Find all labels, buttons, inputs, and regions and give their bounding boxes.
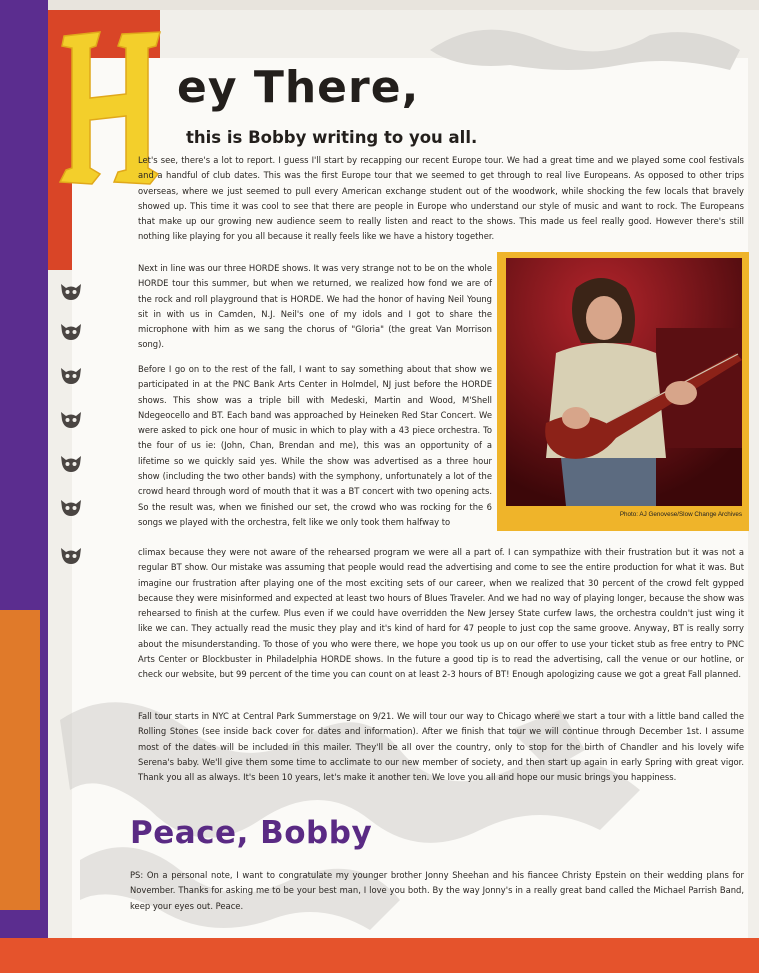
mascot-face-icon	[58, 408, 84, 430]
band-photo	[506, 258, 742, 506]
bassist-photo-icon	[506, 258, 742, 506]
signoff: Peace, Bobby	[130, 815, 373, 851]
letter-paragraph-pnc-continued: climax because they were not aware of the rehearsed program we were all a part of. I can sympathize with their frustration but it was not a regular BT show. Our mistake was assuming that people would read the advertising and come to see the entire production for what it was. But imagine our frustration after playing one of the most exciting sets of our career, when we realized that 30 percent of the crowd felt gypped because they were misinformed and expected at least two hours of Blues Traveler. And we had no way of playing longer, because the show was rehearsed to finish at the curfew. Plus even if we could have overridden the New Jersey State curfew laws, the orchestra couldn't just wing it like we can. They actually read the music they play and it's kind of hard for 47 people to just cop the same groove. Anyway, BT is really sorry about the misunderstanding. To those of you who were there, we hope you took us up on our offer to use your ticket stub as free entry to PNC Arts Center or Blockbuster in Philadelphia HORDE shows. In the future a good tip is to read the advertising, call the venue or our hotline, or check our website, but 99 percent of the time you can count on at least 2-3 hours of BT! Enough apologizing cause we got a great Fall planned.	[138, 547, 744, 680]
mascot-face-icon	[58, 544, 84, 566]
top-band	[48, 0, 759, 10]
mascot-face-icon	[58, 496, 84, 518]
subtitle: this is Bobby writing to you all.	[186, 128, 478, 147]
letter-postscript: PS: On a personal note, I want to congratulate my younger brother Jonny Sheehan and his fiancee Christy Epstein on their wedding plans for November. Thanks for asking me to be your best man, I love you both. By the way Jonny's in a really great band called the Michael Parrish Band, keep your eyes out. Peace.	[130, 870, 744, 911]
bottom-orange-band	[0, 938, 759, 973]
letter-paragraph-fall-tour: Fall tour starts in NYC at Central Park Summerstage on 9/21. We will tour our way to Chicago where we start a tour with a little band called the Rolling Stones (see inside back cover for dates and information). After we finish that tour we will continue through December 1st. I assume most of the dates will be included in this mailer. They'll be all over the country, only to stop for the birth of Chandler and his lovely wife Serena's baby. We'll give them some time to acclimate to our new member of society, and then start up again in early Spring with great vigor. Thank you all as always. It's been 10 years, let's make it another ten. We love you all and hope our music brings you happiness.	[138, 711, 744, 783]
photo-caption: Photo: AJ Genovese/Slow Change Archives	[619, 511, 742, 518]
page-title: ey There,	[177, 62, 420, 113]
mascot-face-icon	[58, 364, 84, 386]
watermark-top-icon	[420, 10, 750, 80]
left-orange-strip	[0, 610, 40, 910]
letter-paragraph-pnc: Before I go on to the rest of the fall, I want to say something about that show we participated in at the PNC Bank Arts Center in Holmdel, NJ just before the HORDE shows. This show was a triple bill with Medeski, Martin and Wood, M'Shell Ndegeocello and BT. Each band was approached by Heineken Red Star Concert. We were asked to pick one hour of music in which to play with a 43 piece orchestra. To the four of us ie: (John, Chan, Brendan and me), this was an opportunity of a lifetime so we quickly said yes. While the show was advertised as a three hour show (including the two other bands) with the symphony, unfortunately a lot of the crowd heard through word of mouth that it was a BT concert with two opening acts. So the result was, when we finished our set, the crowd who was rocking for the 6 songs we played with the orchestra, felt like we only took them halfway to	[138, 364, 492, 527]
letter-paragraph-horde: Next in line was our three HORDE shows. It was very strange not to be on the whole HORDE tour this summer, but when we returned, we realized how fond we are of the rock and roll playground that is HORDE. We had the honor of having Neil Young sit in with us in Camden, N.J. Neil's one of my idols and I got to share the microphone with him as we sang the chorus of "Gloria" (the great Van Morrison song).	[138, 263, 492, 350]
letter-paragraph-europe: Let's see, there's a lot to report. I guess I'll start by recapping our recent Europe tour. We had a great time and we played some cool festivals and a handful of club dates. This was the first Europe tour that we seemed to get through to real live Europeans. As opposed to other trips overseas, where we just seemed to pull every American exchange student out of the woodwork, while shocking the few locals that bravely showed up. This time it was cool to see that there are people in Europe who understand our style of music and want to rock. The Europeans that make up our growing new audience seem to really listen and react to the shows. This made us feel really good. However there's still nothing like playing for you all because it really feels like we have a history together.	[138, 155, 744, 242]
mascot-face-icon	[58, 280, 84, 302]
mascot-face-icon	[58, 452, 84, 474]
mascot-face-icon	[58, 320, 84, 342]
